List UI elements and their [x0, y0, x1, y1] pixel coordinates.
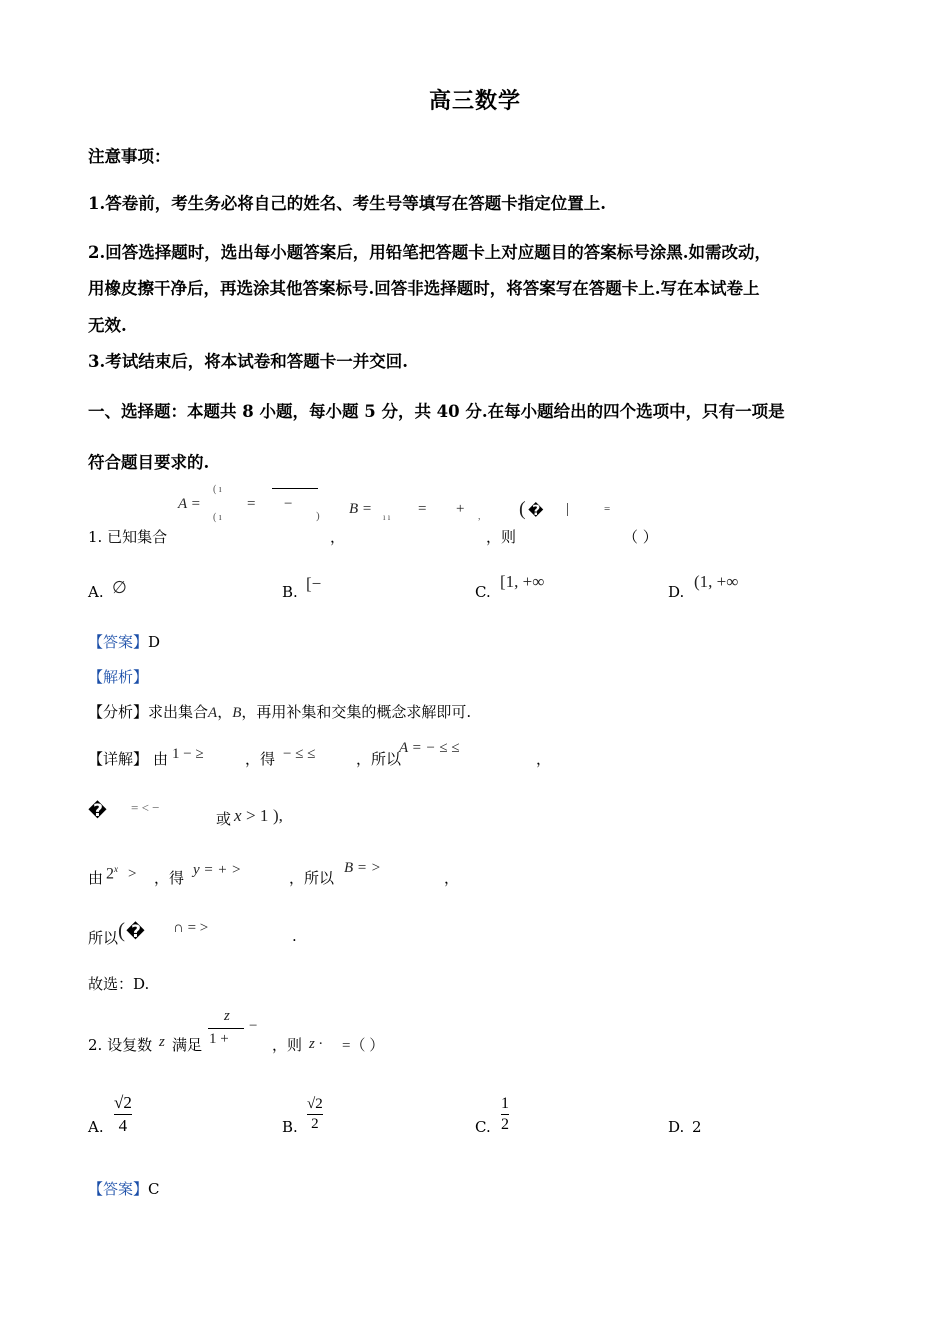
q2-option-b-num: √2	[307, 1096, 323, 1112]
q1-line2-gt1: > 1	[246, 806, 269, 825]
q1-set-a-lhs: A =	[178, 496, 201, 512]
notice-item-2-line-1: 2.回答选择题时，选出每小题答案后，用铅笔把答题卡上对应题目的答案标号涂黑.如需改动，	[88, 243, 771, 262]
q1-line3-y: y = + >	[193, 862, 242, 878]
q1-fenxi-text-1: 求出集合	[148, 703, 209, 721]
q2-frac-den: 1 +	[209, 1031, 229, 1047]
q1-set-b-close: ,	[478, 511, 481, 522]
q1-stem-paren: （ ）	[623, 528, 658, 546]
q1-line3-de: ，得	[154, 869, 185, 887]
q2-option-a-den: 4	[118, 1116, 128, 1135]
q1-detail-tag: 【详解】	[88, 750, 149, 768]
q1-option-d-label: D.	[668, 583, 685, 601]
q2-option-a-fraction	[114, 1093, 132, 1136]
q2-option-b-fraction	[307, 1096, 323, 1133]
q1-line4-expr: ∩ = >	[173, 920, 209, 936]
q1-line2-end: ),	[273, 806, 283, 825]
q2-stem-z2: z ·	[309, 1036, 323, 1052]
q2-option-b-den: 2	[311, 1116, 319, 1132]
q1-line2-expr: = < −	[131, 800, 160, 815]
q1-set-b-lhs: B =	[349, 501, 373, 517]
q1-line4-glyph: �	[126, 922, 145, 942]
q1-answer-value: D	[148, 633, 161, 651]
q1-option-a-value: ∅	[112, 578, 127, 597]
notice-item-3: 3.考试结束后，将本试卷和答题卡一并交回.	[88, 352, 408, 371]
q1-line3-base: 2	[106, 865, 114, 883]
q1-complement-bar: |	[566, 501, 570, 517]
q2-option-a-num: √2	[114, 1093, 132, 1112]
q1-set-b-brace: ı ı	[383, 512, 391, 522]
q1-stem-comma-2: ，则	[486, 528, 517, 546]
q2-option-c-label: C.	[475, 1118, 491, 1136]
q1-complement-glyph: �	[528, 503, 544, 519]
q2-answer-tag: 【答案】	[88, 1180, 149, 1198]
q1-line2-x: x	[234, 806, 242, 825]
q2-option-d-label: D.	[668, 1118, 685, 1136]
q2-stem-mid: 满足	[172, 1036, 203, 1054]
q2-stem-eq: =（ ）	[342, 1038, 385, 1054]
q2-frac-num: z	[224, 1008, 230, 1024]
q2-option-a-label: A.	[88, 1118, 104, 1136]
q1-complement-paren: (	[519, 498, 526, 520]
q1-answer-tag: 【答案】	[88, 633, 149, 651]
q1-detail-suoyi: ，所以	[356, 750, 402, 768]
q2-option-d-value: 2	[692, 1118, 702, 1136]
q1-line4-end: .	[292, 927, 297, 945]
q1-set-a-brace-top: ( ı	[213, 484, 222, 495]
q1-detail-de: ，得	[245, 750, 276, 768]
q1-fenxi-text-2: ，再用补集和交集的概念求解即可.	[241, 703, 472, 721]
q1-conclusion: 故选：D.	[88, 975, 150, 993]
q1-line3-sup: x	[114, 864, 118, 874]
q2-frac-bar	[208, 1028, 244, 1029]
q1-fenxi-line	[88, 701, 471, 722]
q1-option-c-label: C.	[475, 583, 491, 601]
q1-option-d-value: (1, +∞	[694, 572, 739, 591]
notice-item-2-line-2: 用橡皮擦干净后，再选涂其他答案标号.回答非选择题时，将答案写在答题卡上.写在本试卷上	[88, 279, 760, 298]
page-title: 高三数学	[428, 88, 521, 114]
q1-set-b-plus: +	[456, 501, 465, 517]
q1-option-b-label: B.	[282, 583, 298, 601]
q1-detail-end-1: ，	[536, 750, 552, 768]
q2-option-b-label: B.	[282, 1118, 298, 1136]
q1-detail-expr-1: 1 − ≥	[172, 746, 204, 762]
q1-analysis-tag: 【解析】	[88, 668, 149, 686]
q1-set-a-close: )	[316, 510, 320, 522]
q1-line4-suoyi: 所以	[88, 929, 119, 947]
notice-heading: 注意事项：	[88, 147, 171, 166]
q1-line4-paren: (	[118, 918, 125, 942]
notice-item-2-line-3: 无效.	[88, 316, 127, 335]
q1-set-a-sqrt-bar	[272, 488, 318, 489]
q1-complement-eq: =	[604, 503, 611, 515]
q1-fenxi-set-b: B	[232, 705, 242, 721]
q2-stem-z: z	[159, 1034, 165, 1050]
q1-fenxi-sep: ，	[217, 703, 233, 721]
q1-line2-huo: 或	[216, 810, 232, 828]
q1-line3-gt: >	[128, 866, 137, 882]
section-1-heading-line-1: 一、选择题：本题共 8 小题，每小题 5 分，共 40 分.在每小题给出的四个选项中，只有一项是	[88, 402, 785, 421]
q2-answer-line	[88, 1178, 160, 1199]
q1-option-b-value: [−	[306, 574, 322, 593]
q2-frac-after: −	[249, 1018, 258, 1034]
q1-set-a-minus: −	[284, 496, 293, 512]
q1-option-c-value: [1, +∞	[500, 572, 545, 591]
q2-answer-value: C	[148, 1180, 160, 1198]
q1-set-a-brace-bottom: ( ı	[213, 512, 222, 523]
q1-set-a-eq: =	[247, 496, 256, 512]
q1-detail-expr-2: − ≤ ≤	[283, 746, 316, 762]
q1-line3-expr	[106, 864, 118, 883]
q1-option-a-label: A.	[88, 583, 104, 601]
q1-stem-prefix: 1. 已知集合	[88, 528, 168, 546]
q1-line3-you: 由	[88, 869, 104, 887]
q1-detail-set-a: A = − ≤ ≤	[399, 740, 460, 756]
q1-line2-glyph: �	[88, 801, 107, 821]
q2-option-c-num: 1	[501, 1095, 509, 1112]
q1-line3-set-b: B = >	[344, 860, 381, 876]
q1-answer-line	[88, 631, 160, 652]
notice-item-1: 1.答卷前，考生务必将自己的姓名、考生号等填写在答题卡指定位置上.	[88, 194, 606, 213]
q1-set-b-eq: =	[418, 501, 427, 517]
q1-line3-end: ，	[444, 869, 460, 887]
q1-stem-comma-1: ，	[330, 528, 346, 546]
q2-option-c-fraction	[501, 1095, 509, 1134]
q1-fenxi-tag: 【分析】	[88, 703, 149, 721]
q2-option-c-den: 2	[501, 1116, 509, 1133]
q2-stem-prefix: 2. 设复数	[88, 1036, 153, 1054]
q1-line3-suoyi: ，所以	[289, 869, 335, 887]
q1-detail-you: 由	[153, 750, 169, 768]
q2-stem-then: ，则	[272, 1036, 303, 1054]
section-1-heading-line-2: 符合题目要求的.	[88, 453, 210, 472]
q1-fenxi-set-a: A	[208, 705, 218, 721]
